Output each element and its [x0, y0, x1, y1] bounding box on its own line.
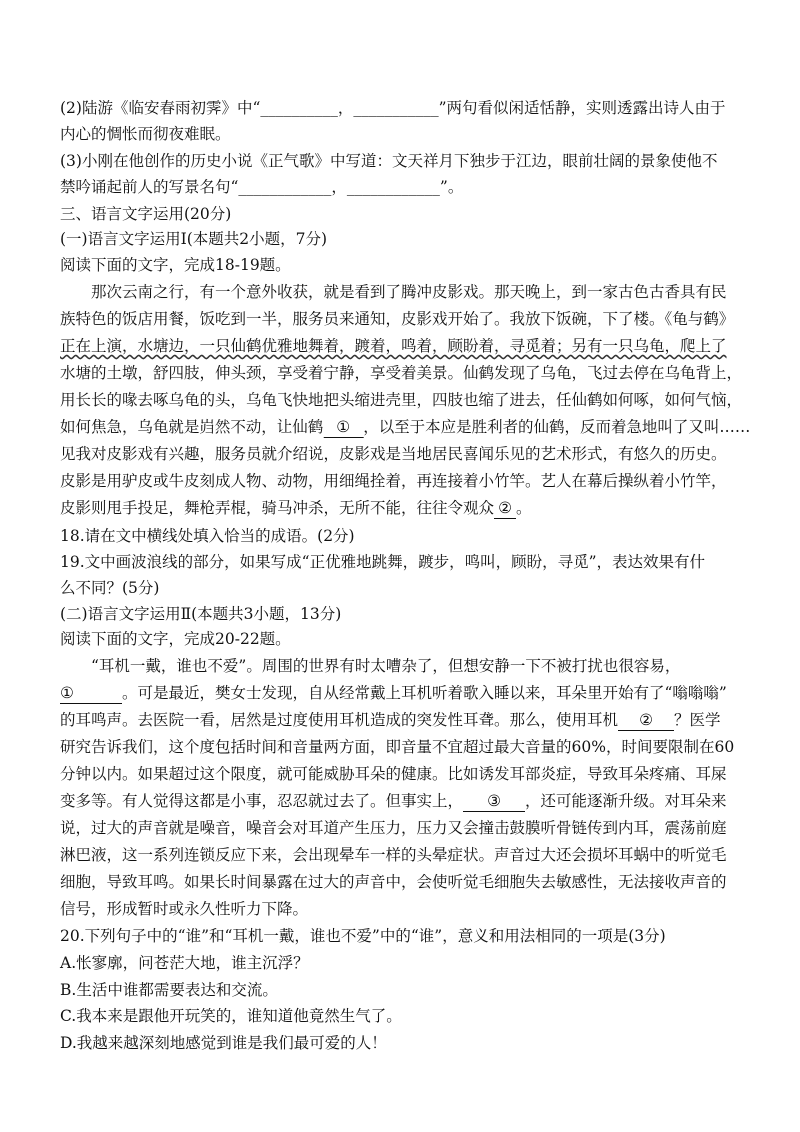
option-a: A.怅寥廓，问苍茫大地，谁主沉浮？: [60, 954, 309, 972]
passage-line: 水塘的土墩，舒四肢，伸头颈，享受着宁静，享受着美景。仙鹤发现了乌龟，飞过去停在乌龟背上，: [60, 364, 743, 382]
text-span: 如何焦急，乌龟就是岿然不动，让仙鹤: [60, 418, 324, 436]
text-line: 禁吟诵起前人的写景名句“____________，____________”。: [60, 178, 464, 196]
text-span: ，以至于本应是胜利者的仙鹤，反而着急地叫了又叫……: [363, 418, 751, 436]
passage-line: 分钟以内。如果超过这个限度，就可能威胁耳朵的健康。比如诱发耳部炎症，导致耳朵疼痛、耳屎: [60, 765, 727, 783]
passage-line: [60, 683, 727, 704]
blank-1: ①: [60, 683, 122, 704]
passage-line: 那次云南之行，有一个意外收获，就是看到了腾冲皮影戏。那天晚上，到一家古色古香具有民: [60, 283, 727, 301]
subsection-heading: (二)语言文字运用Ⅱ(本题共3小题，13分): [60, 605, 342, 623]
text-line: (2)陆游《临安春雨初霁》中“__________，___________”两句看似闲适恬静，实则透露出诗人由于: [60, 99, 726, 117]
wavy-text: 正在上演，水塘边，一只仙鹤优雅地舞着，踱着，鸣着，顾盼着，寻觅着；另有一只乌龟，爬上了: [60, 337, 727, 355]
passage-line: 用长长的喙去啄乌龟的头，乌龟飞快地把头缩进壳里，四肢也缩了进去，任仙鹤如何啄，如何气恼，: [60, 391, 743, 409]
blank-3: ③: [463, 791, 525, 812]
text-line: (3)小刚在他创作的历史小说《正气歌》中写道：文天祥月下独步于江边，眼前壮阔的景象使他不: [60, 152, 718, 170]
passage-line: [60, 498, 532, 519]
option-c: C.我本来是跟他开玩笑的，谁知道他竟然生气了。: [60, 1007, 402, 1025]
text-span: ？医学: [674, 711, 721, 729]
option-b: B.生活中谁都需要表达和交流。: [60, 981, 278, 999]
passage-line: 见我对皮影戏有兴趣，服务员就介绍说，皮影戏是当地居民喜闻乐见的艺术形式，有悠久的历史。: [60, 445, 727, 463]
option-d: D.我越来越深刻地感觉到谁是我们最可爱的人！: [60, 1034, 387, 1052]
passage-line: [60, 336, 727, 356]
passage-line: 皮影是用驴皮或牛皮刻成人物、动物，用细绳拴着，再连接着小竹竿。艺人在幕后操纵着小竹竿，: [60, 472, 727, 490]
section-heading: 三、语言文字运用(20分): [60, 205, 232, 223]
text-span: 。可是最近，樊女士发现，自从经常戴上耳机听着歌入睡以来，耳朵里开始有了“嗡嗡嗡”: [122, 684, 727, 702]
passage-line: 研究告诉我们，这个度包括时间和音量两方面，即音量不宜超过最大音量的60%，时间要限制在60: [60, 738, 735, 756]
passage-line: 族特色的饭店用餐，饭吃到一半，服务员来通知，皮影戏开始了。我放下饭碗，下了楼。《龟与鹤》: [60, 310, 735, 328]
passage-line: “耳机一戴，谁也不爱”。周围的世界有时太嘈杂了，但想安静一下不被打扰也很容易，: [60, 657, 681, 675]
text-line: 内心的惆怅而彻夜难眠。: [60, 125, 231, 143]
text-span: 变多等。有人觉得这都是小事，忍忍就过去了。但事实上，: [60, 792, 464, 810]
passage-line: [60, 791, 727, 812]
text-span: 的耳鸣声。去医院一看，居然是过度使用耳机造成的突发性耳聋。那么，使用耳机: [60, 711, 619, 729]
question-18: 18.请在文中横线处填入恰当的成语。(2分): [60, 527, 355, 545]
passage-line: 淋巴液，这一系列连锁反应下来，会出现晕车一样的头晕症状。声音过大还会损坏耳蜗中的听觉毛: [60, 846, 727, 864]
question-19-cont: 么不同？(5分): [60, 579, 160, 597]
blank-2: ②: [618, 710, 674, 731]
instruction-line: 阅读下面的文字，完成20-22题。: [60, 630, 291, 648]
instruction-line: 阅读下面的文字，完成18-19题。: [60, 256, 291, 274]
question-19: 19.文中画波浪线的部分，如果写成“正优雅地跳舞，踱步，鸣叫，顾盼，寻觅”，表达效果有什: [60, 553, 706, 571]
passage-line: [60, 710, 721, 731]
passage-line: 说，过大的声音就是噪音，噪音会对耳道产生压力，压力又会撞击鼓膜听骨链传到内耳，震荡前庭: [60, 819, 727, 837]
passage-line: 信号，形成暂时或永久性听力下降。: [60, 900, 309, 918]
blank-2: ②: [494, 498, 516, 519]
text-span: 皮影则甩手投足，舞枪弄棍，骑马冲杀，无所不能，往往令观众: [60, 499, 495, 517]
question-20: 20.下列句子中的“谁”和“耳机一戴，谁也不爱”中的“谁”，意义和用法相同的一项是(3分): [60, 927, 666, 945]
passage-line: [60, 417, 750, 438]
passage-line: 细胞，导致耳鸣。如果长时间暴露在过大的声音中，会使听觉毛细胞失去敏感性，无法接收声音的: [60, 873, 727, 891]
text-span: 。: [516, 499, 532, 517]
text-span: ，还可能逐渐升级。对耳朵来: [525, 792, 727, 810]
subsection-heading: (一)语言文字运用Ⅰ(本题共2小题，7分): [60, 230, 328, 248]
blank-1: ①: [323, 417, 363, 438]
